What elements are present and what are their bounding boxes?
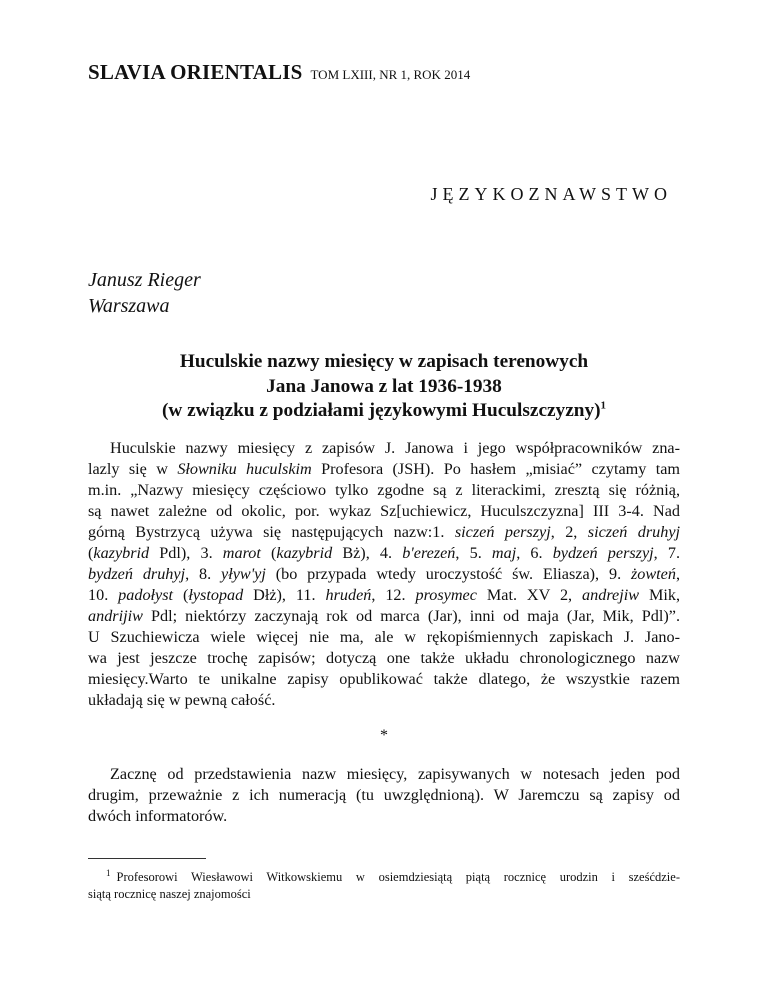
paragraph-line: miesięcy.Warto te unikalne zapisy opublikować także dlatego, że wszystkie razem bbox=[88, 670, 680, 688]
section-heading: JĘZYKOZNAWSTWO bbox=[430, 184, 672, 204]
paragraph-line: (kazybrid Pdl), 3. marot (kazybrid Bż), 4. b'erezeń, 5. maj, 6. bydzeń perszyj, 7. bbox=[88, 544, 680, 562]
paragraph-line: lazly się w Słowniku huculskim Profesora (JSH). Po hasłem „misiać” czytamy tam bbox=[88, 460, 680, 478]
paragraph-line: dwóch informatorów. bbox=[88, 807, 228, 825]
paragraph-line: układają się w pewną całość. bbox=[88, 691, 276, 709]
running-header bbox=[88, 60, 470, 85]
title-line-2: Jana Janowa z lat 1936-1938 bbox=[266, 375, 502, 397]
paragraph-line: górną Bystrzycą używa się następujących nazw:1. siczeń perszyj, 2, siczeń druhyj bbox=[88, 523, 681, 541]
journal-name: SLAVIA ORIENTALIS bbox=[88, 60, 303, 84]
paragraph-line: bydzeń druhyj, 8. yływ'yj (bo przypada wtedy uroczystość św. Eliasza), 9. żowteń, bbox=[88, 565, 680, 583]
footnote-rule bbox=[88, 858, 206, 859]
footnote-line-2: siątą rocznicę naszej znajomości bbox=[88, 887, 251, 901]
paragraph-1 bbox=[88, 438, 680, 711]
author-name: Janusz Rieger bbox=[88, 269, 201, 291]
paragraph-line: drugim, przeważnie z ich numeracją (tu uwzględnioną). W Jaremczu są zapisy od bbox=[88, 786, 680, 804]
title-footnote-mark: 1 bbox=[600, 399, 607, 412]
paragraph-line: m.in. „Nazwy miesięcy częściowo tylko zgodne są z literackimi, zresztą się różnią, bbox=[88, 481, 680, 499]
paragraph-line: Huculskie nazwy miesięcy z zapisów J. Janowa i jego współpracowników zna- bbox=[110, 439, 680, 457]
title-line-1: Huculskie nazwy miesięcy w zapisach terenowych bbox=[179, 351, 589, 372]
paragraph-line: są nawet zależne od okolic, por. wykaz Sz[uchiewicz, Huculszczyzna] III 3-4. Nad bbox=[88, 502, 680, 520]
paragraph-line: Zacznę od przedstawienia nazw miesięcy, zapisywanych w notesach jeden pod bbox=[110, 765, 680, 783]
paragraph-line: andrijiw Pdl; niektórzy zaczynają rok od marca (Jar), inni od maja (Jar, Mik, Pdl)”. bbox=[88, 607, 680, 625]
article-title bbox=[88, 350, 680, 424]
author-block bbox=[88, 267, 201, 319]
footnote-mark: 1 bbox=[106, 867, 111, 878]
paragraph-line: wa jest jeszcze trochę zapisów; dotyczą one także układu chronologicznego nazw bbox=[88, 649, 680, 667]
footnote bbox=[88, 869, 680, 903]
volume-info: TOM LXIII, NR 1, ROK 2014 bbox=[310, 67, 471, 82]
title-line-3-text: (w związku z podziałami językowymi Huculszczyzny) bbox=[161, 400, 601, 421]
footnote-text-1: Profesorowi Wiesławowi Witkowskiemu w osiemdziesiątą piątą rocznicę urodzin i sześćdzie- bbox=[116, 870, 680, 884]
paragraph-2 bbox=[88, 764, 680, 827]
author-city: Warszawa bbox=[88, 295, 170, 317]
paragraph-line: 10. padołyst (łystopad Dłż), 11. hrudeń, 12. prosymec Mat. XV 2, andrejiw Mik, bbox=[88, 586, 680, 604]
section-separator: * bbox=[380, 727, 388, 744]
title-line-3 bbox=[88, 399, 680, 424]
footnote-line-1 bbox=[88, 869, 680, 886]
paragraph-line: U Szuchiewicza wiele więcej nie ma, ale w rękopiśmiennych zapiskach J. Jano- bbox=[88, 628, 680, 646]
